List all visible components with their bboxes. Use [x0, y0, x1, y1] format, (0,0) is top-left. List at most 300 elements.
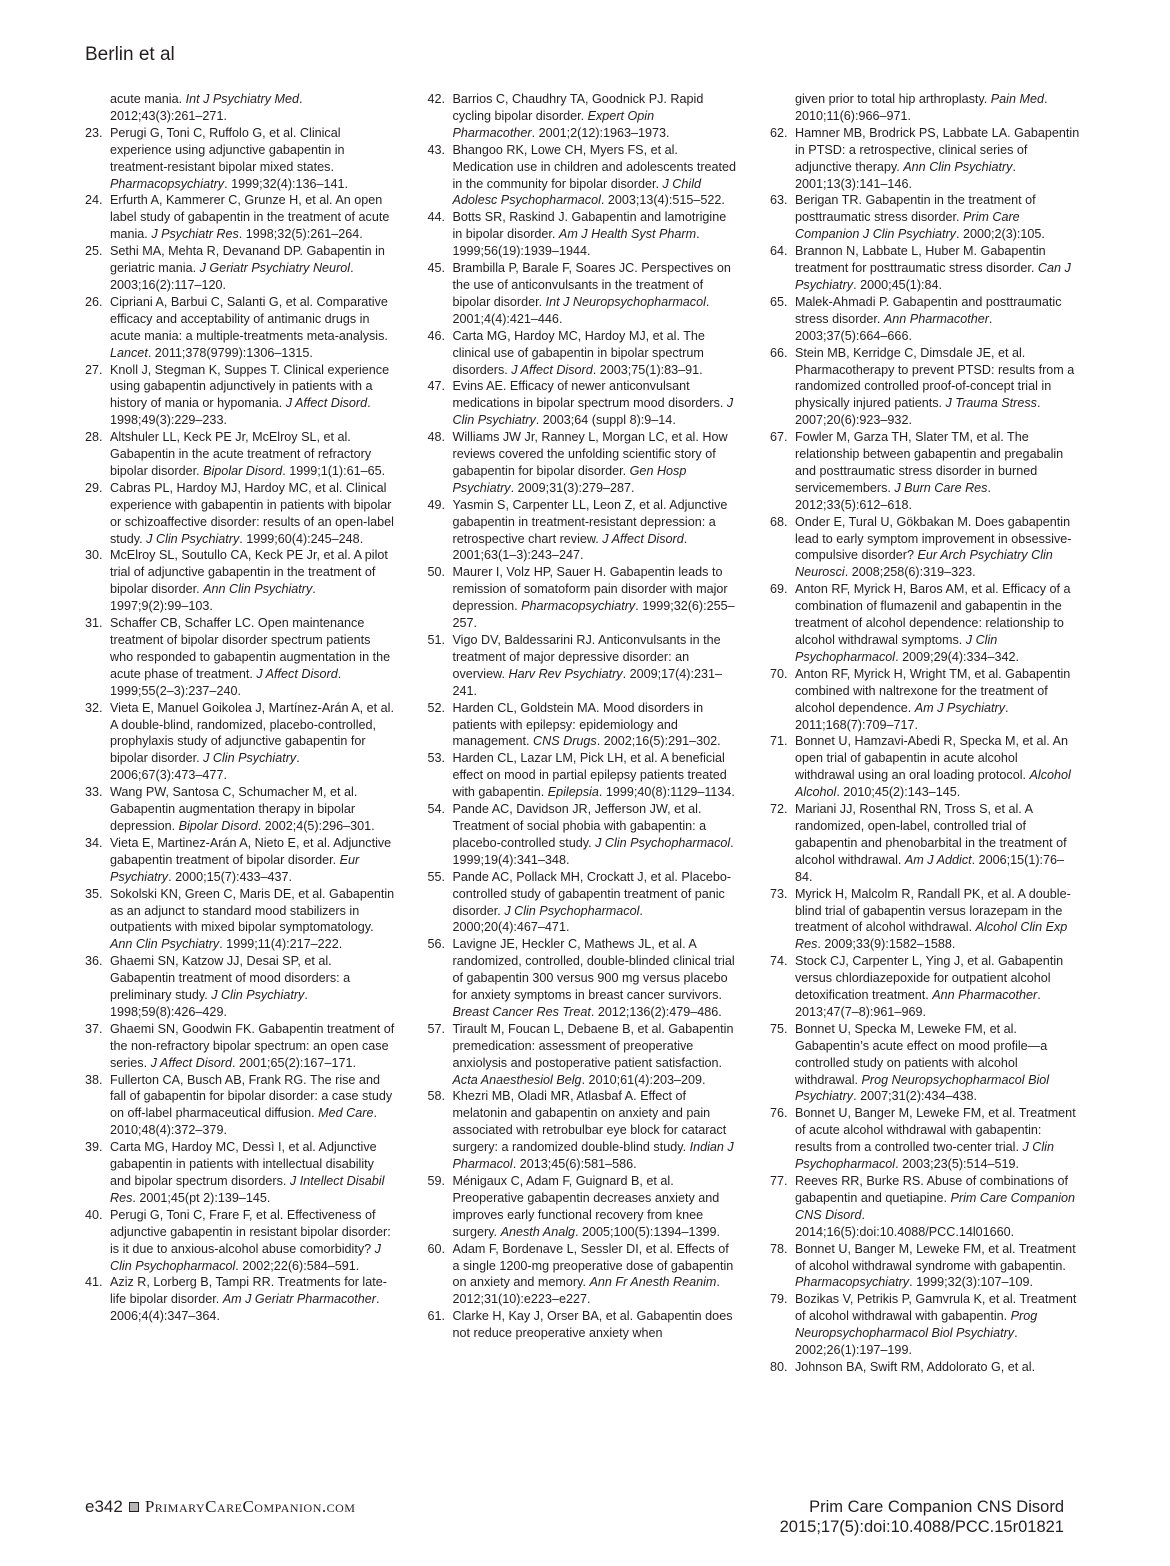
reference-text: Anton RF, Myrick H, Wright TM, et al. Gabapentin combined with naltrexone for the treatment of alcohol dependence.	[795, 666, 1071, 715]
reference-number: 43.	[427, 142, 446, 157]
reference-citation-details: . 1999;56(19):1939–1944.	[452, 227, 700, 259]
reference-text: Bonnet U, Banger M, Leweke FM, et al. Treatment of acute alcohol withdrawal with gabapentin: results from a controlled two-center trial.	[795, 1106, 1076, 1155]
journal-title: Ann Clin Psychiatry	[110, 937, 220, 952]
reference-citation-details: . 2003;75(1):83–91.	[592, 362, 703, 377]
reference-item	[85, 243, 395, 294]
reference-item	[428, 142, 738, 210]
journal-title: Prim Care Companion J Clin Psychiatry	[795, 210, 1020, 242]
reference-number: 80.	[770, 1359, 788, 1374]
reference-text: Perugi G, Toni C, Ruffolo G, et al. Clinical experience using adjunctive gabapentin in treatment-resistant bipolar mixed states.	[110, 125, 345, 174]
reference-item	[428, 209, 738, 260]
reference-text: Vieta E, Martinez-Arán A, Nieto E, et al. Adjunctive gabapentin treatment of bipolar disorder.	[110, 835, 392, 867]
reference-item	[770, 1173, 1080, 1241]
reference-text: Ghaemi SN, Katzow JJ, Desai SP, et al. Gabapentin treatment of mood disorders: a preliminary study.	[110, 954, 351, 1003]
reference-citation-details: . 2001;65(2):167–171.	[232, 1055, 356, 1070]
reference-text: Wang PW, Santosa C, Schumacher M, et al. Gabapentin augmentation therapy in bipolar depression.	[110, 785, 358, 833]
reference-number: 48.	[427, 430, 446, 445]
reference-text: Yasmin S, Carpenter LL, Leon Z, et al. Adjunctive gabapentin in treatment-resistant depression: a retrospective chart review.	[452, 497, 728, 546]
reference-citation-details: . 1999;32(3):107–109.	[909, 1275, 1034, 1290]
journal-title: J Clin Psychopharmacol	[504, 903, 640, 918]
reference-number: 51.	[427, 633, 446, 647]
reference-item	[428, 497, 738, 565]
reference-text: Brannon N, Labbate L, Huber M. Gabapentin treatment for posttraumatic stress disorder.	[795, 244, 1046, 276]
reference-item	[770, 243, 1080, 294]
reference-citation-details: . 2003;23(5):514–519.	[895, 1157, 1020, 1172]
reference-item	[770, 581, 1080, 666]
journal-title: Breast Cancer Res Treat	[452, 1004, 591, 1019]
reference-item	[770, 294, 1080, 345]
reference-citation-details: . 1998;59(8):426–429.	[110, 988, 308, 1019]
reference-item	[770, 1359, 1080, 1376]
reference-item	[428, 750, 738, 801]
reference-number: 24.	[85, 193, 103, 208]
reference-text: Cabras PL, Hardoy MJ, Hardoy MC, et al. Clinical experience with gabapentin in patients with bipolar or schizoaffective disorder: results of an open-label study.	[110, 480, 394, 546]
reference-citation-details: . 1999;40(8):1129–1134.	[598, 785, 735, 800]
reference-item	[428, 700, 738, 751]
reference-citation-details: . 2006;15(1):76–84.	[795, 852, 1065, 884]
reference-text: Fullerton CA, Busch AB, Frank RG. The rise and fall of gabapentin for bipolar disorder: a case study on off-label pharmaceutical diffusion.	[110, 1072, 393, 1121]
reference-number: 36.	[85, 954, 103, 969]
reference-item	[85, 125, 395, 193]
journal-title: Eur Arch Psychiatry Clin Neurosci	[795, 548, 1053, 580]
journal-title: J Psychiatr Res	[151, 227, 239, 242]
reference-number: 47.	[427, 379, 446, 394]
reference-item	[770, 1021, 1080, 1106]
reference-text: Erfurth A, Kammerer C, Grunze H, et al. An open label study of gabapentin in the treatment of acute mania.	[110, 193, 390, 242]
reference-citation-details: . 2009;33(9):1582–1588.	[817, 937, 956, 952]
reference-item	[428, 1088, 738, 1173]
reference-number: 23.	[85, 125, 103, 140]
reference-text: Mariani JJ, Rosenthal RN, Tross S, et al. A randomized, open-label, controlled trial of gabapentin and phenobarbital in the treatment of alcohol withdrawal.	[795, 802, 1067, 867]
reference-number: 75.	[770, 1021, 788, 1036]
reference-item	[428, 632, 738, 700]
reference-item	[428, 869, 738, 937]
journal-title: Acta Anaesthesiol Belg	[452, 1072, 582, 1087]
reference-citation-details: . 1999;11(4):217–222.	[219, 937, 343, 952]
footer-left	[85, 1497, 355, 1517]
reference-text: Bonnet U, Banger M, Leweke FM, et al. Treatment of alcohol withdrawal syndrome with gabapentin.	[795, 1241, 1076, 1273]
reference-item	[85, 953, 395, 1021]
journal-title: J Affect Disord	[150, 1055, 233, 1070]
reference-number: 31.	[85, 616, 103, 631]
reference-citation-details: . 2010;61(4):203–209.	[581, 1072, 706, 1087]
reference-text: Adam F, Bordenave L, Sessler DI, et al. Effects of a single 1200-mg preoperative dose of gabapentin on anxiety and memory.	[452, 1241, 734, 1290]
reference-citation-details: . 2000;45(1):84.	[853, 277, 943, 292]
reference-number: 35.	[85, 886, 103, 901]
reference-item	[770, 886, 1080, 954]
journal-title: Ann Pharmacother	[883, 311, 989, 326]
reference-text: Schaffer CB, Schaffer LC. Open maintenance treatment of bipolar disorder spectrum patients who responded to gabapentin augmentation in the acute phase of treatment.	[110, 616, 391, 681]
reference-text: Knoll J, Stegman K, Suppes T. Clinical experience using gabapentin adjunctively in patients with a history of mania or hypomania.	[110, 362, 390, 411]
journal-title: J Clin Psychiatry	[203, 751, 297, 766]
reference-text: Aziz R, Lorberg B, Tampi RR. Treatments for late-life bipolar disorder.	[110, 1275, 387, 1307]
reference-citation-details: . 2008;258(6):319–323.	[844, 565, 976, 580]
reference-number: 50.	[427, 565, 446, 580]
reference-citation-details: . 2002;26(1):197–199.	[795, 1326, 1018, 1358]
reference-item	[85, 1021, 395, 1072]
journal-title: J Affect Disord	[285, 396, 368, 411]
reference-text: Bonnet U, Specka M, Leweke FM, et al. Gabapentin’s acute effect on mood profile—a controlled study on patients with alcohol withdrawal.	[795, 1021, 1048, 1087]
reference-text: Vigo DV, Baldessarini RJ. Anticonvulsants in the treatment of major depressive disorder: an overview.	[452, 633, 721, 681]
reference-item	[85, 700, 395, 785]
reference-citation-details: . 2006;4(4):347–364.	[110, 1292, 380, 1324]
reference-columns	[85, 91, 1080, 1461]
reference-number: 28.	[85, 430, 103, 445]
journal-title: Expert Opin Pharmacother	[452, 108, 655, 140]
journal-title: J Clin Psychiatry	[146, 531, 240, 546]
reference-citation-details: . 2013;45(6):581–586.	[512, 1157, 637, 1172]
reference-text: Ménigaux C, Adam F, Guignard B, et al. Preoperative gabapentin decreases anxiety and improves early functional recovery from knee surgery.	[452, 1174, 720, 1239]
journal-title: Bipolar Disord	[203, 463, 283, 478]
reference-number: 79.	[770, 1292, 788, 1307]
journal-title: J Clin Psychopharmacol	[795, 1140, 1054, 1172]
reference-text: Khezri MB, Oladi MR, Atlasbaf A. Effect of melatonin and gabapentin on anxiety and pain associated with retrobulbar eye block for cataract surgery: a randomized double-blind study.	[452, 1089, 727, 1155]
journal-title: J Intellect Disabil Res	[110, 1174, 385, 1205]
reference-item	[428, 91, 738, 142]
reference-text: Onder E, Tural U, Gökbakan M. Does gabapentin lead to early symptom improvement in obsessive-compulsive disorder?	[795, 514, 1072, 563]
page-number: e342	[85, 1497, 123, 1516]
reference-number: 59.	[427, 1174, 446, 1188]
journal-title: Anesth Analg	[500, 1224, 576, 1239]
reference-text: Stein MB, Kerridge C, Dimsdale JE, et al. Pharmacotherapy to prevent PTSD: results from a randomized controlled proof-of-concept trial in physically injured patients.	[795, 345, 1075, 411]
reference-number: 52.	[427, 700, 446, 715]
reference-number: 26.	[85, 294, 103, 309]
reference-item	[428, 1173, 738, 1241]
journal-title: Ann Clin Psychiatry	[203, 582, 313, 597]
journal-title: Indian J Pharmacol	[452, 1140, 734, 1172]
reference-text: Brambilla P, Barale F, Soares JC. Perspectives on the use of anticonvulsants in the treatment of bipolar disorder.	[452, 261, 731, 309]
journal-title: Am J Geriatr Pharmacother	[222, 1292, 376, 1307]
reference-number: 62.	[770, 125, 788, 140]
journal-title: Am J Health Syst Pharm	[558, 227, 697, 242]
reference-citation-details: . 1999;55(2–3):237–240.	[110, 666, 342, 698]
reference-text: Cipriani A, Barbui C, Salanti G, et al. Comparative efficacy and acceptability of antimanic drugs in acute mania: a multiple-treatments meta-analysis.	[110, 294, 388, 343]
reference-item	[428, 564, 738, 632]
reference-text: Clarke H, Kay J, Orser BA, et al. Gabapentin does not reduce preoperative anxiety when	[452, 1309, 733, 1341]
reference-text: Perugi G, Toni C, Frare F, et al. Effectiveness of adjunctive gabapentin in resistant bipolar disorder: is it due to anxious-alcohol abuse comorbidity?	[110, 1207, 391, 1256]
reference-citation-details: . 2003;37(5):664–666.	[795, 311, 993, 343]
reference-column-1	[85, 91, 395, 1461]
reference-text: Bhangoo RK, Lowe CH, Myers FS, et al. Medication use in children and adolescents treated in the community for bipolar disorder.	[452, 142, 737, 191]
journal-title: J Affect Disord	[602, 531, 684, 546]
square-bullet-icon	[129, 1502, 139, 1512]
reference-citation-details: . 2002;4(5):296–301.	[257, 818, 375, 833]
reference-text: Sokolski KN, Green C, Maris DE, et al. Gabapentin as an adjunct to standard mood stabilizers in outpatients with mixed bipolar symptomatology.	[110, 886, 395, 935]
journal-title: Int J Neuropsychopharmacol	[545, 294, 706, 309]
reference-citation-details: . 2006;67(3):473–477.	[110, 751, 300, 783]
reference-citation-details: . 1998;32(5):261–264.	[238, 227, 363, 242]
reference-number: 34.	[85, 835, 103, 850]
reference-number: 32.	[85, 700, 103, 715]
reference-citation-details: . 2001;2(12):1963–1973.	[531, 125, 670, 140]
reference-number: 74.	[770, 954, 788, 969]
reference-text: Evins AE. Efficacy of newer anticonvulsant medications in bipolar spectrum mood disorders.	[452, 379, 727, 411]
reference-item	[85, 547, 395, 615]
reference-text: Harden CL, Lazar LM, Pick LH, et al. A beneficial effect on mood in partial epilepsy patients treated with gabapentin.	[452, 751, 727, 800]
reference-citation-details: . 2000;20(4):467–471.	[452, 903, 643, 935]
reference-text: Johnson BA, Swift RM, Addolorato G, et al.	[795, 1359, 1036, 1374]
journal-title: J Clin Psychiatry	[211, 988, 305, 1003]
reference-citation-details: . 2003;16(2):117–120.	[110, 261, 354, 292]
reference-item	[770, 953, 1080, 1021]
journal-title: Am J Psychiatry	[914, 700, 1006, 715]
reference-item	[770, 514, 1080, 582]
reference-number: 39.	[85, 1140, 103, 1155]
reference-item	[428, 328, 738, 379]
reference-text: Bonnet U, Hamzavi-Abedi R, Specka M, et al. An open trial of gabapentin in acute alcohol withdrawal using an oral loading protocol.	[795, 734, 1068, 783]
reference-number: 61.	[427, 1309, 446, 1324]
reference-citation-details: . 1999;32(6):255–257.	[452, 599, 735, 631]
reference-number: 76.	[770, 1106, 788, 1121]
journal-title: J Affect Disord	[256, 666, 338, 681]
reference-text: Tirault M, Foucan L, Debaene B, et al. Gabapentin premedication: assessment of preoperative anxiolysis and postoperative patient satisfaction.	[452, 1021, 734, 1070]
reference-text: Vieta E, Manuel Goikolea J, Martínez-Arán A, et al. A double-blind, randomized, placebo-controlled, prophylaxis study of adjunctive gabapentin for bipolar disorder.	[110, 700, 394, 766]
journal-title: CNS Drugs	[533, 734, 597, 749]
journal-title: Pharmacopsychiatry	[110, 176, 225, 191]
reference-text: Sethi MA, Mehta R, Devanand DP. Gabapentin in geriatric mania.	[110, 244, 385, 276]
reference-text: McElroy SL, Soutullo CA, Keck PE Jr, et al. A pilot trial of adjunctive gabapentin in the treatment of bipolar disorder.	[110, 548, 388, 597]
journal-title: Alcohol Clin Exp Res	[795, 920, 1068, 952]
reference-citation-details: . 2001;45(pt 2):139–145.	[132, 1190, 271, 1205]
reference-item	[770, 733, 1080, 801]
journal-title: Int J Psychiatry Med	[185, 92, 299, 106]
journal-doi: 2015;17(5):doi:10.4088/PCC.15r01821	[779, 1518, 1064, 1536]
reference-citation-details: . 2001;13(3):141–146.	[795, 159, 1016, 191]
reference-number: 54.	[427, 802, 446, 817]
reference-number: 69.	[770, 582, 788, 597]
reference-number: 78.	[770, 1241, 788, 1256]
reference-item	[85, 1274, 395, 1325]
reference-item	[85, 294, 395, 362]
reference-citation-details: . 2012;31(10):e223–e227.	[452, 1275, 720, 1307]
reference-item	[85, 1207, 395, 1275]
reference-number: 64.	[770, 244, 788, 259]
reference-citation-details: . 2014;16(5):doi:10.4088/PCC.14l01660.	[795, 1207, 1015, 1239]
reference-item	[85, 1139, 395, 1207]
reference-text: Reeves RR, Burke RS. Abuse of combinations of gabapentin and quetiapine.	[795, 1174, 1068, 1205]
reference-column-2	[428, 91, 738, 1461]
journal-title: J Clin Psychopharmacol	[595, 835, 731, 850]
reference-item	[85, 362, 395, 430]
reference-citation-details: . 1999;32(4):136–141.	[224, 176, 349, 191]
reference-item	[770, 429, 1080, 514]
reference-number: 38.	[85, 1072, 103, 1087]
journal-title: Can J Psychiatry	[795, 261, 1071, 292]
reference-text: Botts SR, Raskind J. Gabapentin and lamotrigine in bipolar disorder.	[452, 210, 727, 242]
reference-citation-details: . 2002;22(6):584–591.	[235, 1258, 360, 1273]
reference-citation-details: . 2003;64 (suppl 8):9–14.	[535, 413, 676, 428]
reference-item	[428, 1241, 738, 1309]
reference-number: 33.	[85, 785, 103, 800]
journal-title: J Geriatr Psychiatry Neurol	[199, 261, 351, 276]
reference-citation-details: . 2000;15(7):433–437.	[168, 869, 293, 884]
journal-title: Pharmacopsychiatry	[795, 1275, 910, 1290]
reference-citation-details: . 2009;29(4):334–342.	[895, 649, 1020, 664]
reference-citation-details: . 2005;100(5):1394–1399.	[575, 1224, 720, 1239]
reference-number: 46.	[427, 328, 446, 343]
reference-citation-details: . 1997;9(2):99–103.	[110, 582, 316, 614]
reference-column-3	[770, 91, 1080, 1461]
reference-item	[770, 1105, 1080, 1173]
reference-item	[428, 1308, 738, 1342]
journal-title: Gen Hosp Psychiatry	[452, 463, 687, 495]
reference-citation-details: . 2012;136(2):479–486.	[590, 1004, 722, 1019]
journal-title: Harv Rev Psychiatry	[508, 666, 623, 681]
reference-citation-details: . 1999;1(1):61–65.	[282, 463, 386, 478]
reference-number: 65.	[770, 294, 788, 309]
reference-number: 66.	[770, 345, 788, 360]
reference-number: 30.	[85, 548, 103, 563]
reference-text: Maurer I, Volz HP, Sauer H. Gabapentin leads to remission of somatoform pain disorder with major depression.	[452, 565, 728, 614]
reference-citation-details: . 2009;17(4):231–241.	[452, 666, 723, 698]
journal-title: Alcohol Alcohol	[795, 768, 1071, 800]
reference-item	[428, 378, 738, 429]
journal-title: Am J Addict	[904, 852, 972, 867]
reference-item	[85, 615, 395, 700]
reference-item	[428, 801, 738, 869]
reference-item	[770, 1291, 1080, 1359]
reference-number: 60.	[427, 1241, 446, 1256]
reference-citation-details: . 2012;33(5):612–618.	[795, 480, 991, 512]
running-head: Berlin et al	[85, 44, 175, 65]
reference-text: Berigan TR. Gabapentin in the treatment of posttraumatic stress disorder.	[795, 193, 1036, 225]
reference-number: 68.	[770, 514, 788, 529]
reference-citation-details: . 2003;13(4):515–522.	[600, 193, 725, 208]
reference-citation-details: . 2012;43(3):261–271.	[110, 92, 303, 123]
journal-title: Lancet	[110, 345, 148, 360]
reference-text: Pande AC, Davidson JR, Jefferson JW, et al. Treatment of social phobia with gabapentin: a placebo-controlled study.	[452, 802, 707, 850]
reference-citation-details: . 1998;49(3):229–233.	[110, 396, 371, 428]
reference-text: Malek-Ahmadi P. Gabapentin and posttraumatic stress disorder.	[795, 294, 1062, 326]
reference-item	[85, 91, 395, 125]
reference-item	[85, 480, 395, 548]
journal-title: J Affect Disord	[511, 362, 593, 377]
reference-item	[770, 125, 1080, 193]
journal-title: J Trauma Stress	[945, 396, 1037, 411]
reference-text: Harden CL, Goldstein MA. Mood disorders in patients with epilepsy: epidemiology and management.	[452, 700, 704, 749]
reference-citation-details: . 2010;48(4):372–379.	[110, 1106, 377, 1138]
reference-item	[770, 666, 1080, 734]
reference-item	[85, 886, 395, 954]
reference-number: 55.	[427, 869, 446, 884]
reference-citation-details: . 2010;45(2):143–145.	[836, 785, 961, 800]
journal-title: Bipolar Disord	[178, 818, 258, 833]
reference-text: Barrios C, Chaudhry TA, Goodnick PJ. Rapid cycling bipolar disorder.	[452, 92, 704, 123]
reference-text: given prior to total hip arthroplasty.	[795, 92, 991, 106]
reference-item	[770, 192, 1080, 243]
reference-number: 41.	[85, 1275, 103, 1290]
reference-citation-details: . 2011;378(9799):1306–1315.	[147, 345, 313, 360]
reference-number: 45.	[427, 261, 446, 276]
reference-number: 49.	[427, 497, 446, 512]
reference-number: 25.	[85, 244, 103, 259]
reference-citation-details: . 2007;20(6):923–932.	[795, 396, 1041, 428]
reference-number: 53.	[427, 751, 446, 766]
reference-text: Lavigne JE, Heckler C, Mathews JL, et al. A randomized, controlled, double-blinded clinical trial of gabapentin 300 versus 900 mg versus placebo for anxiety symptoms in breast cancer survivors.	[452, 937, 735, 1003]
journal-title: Ann Clin Psychiatry	[903, 159, 1013, 174]
journal-title: J Child Adolesc Psychopharmacol	[452, 176, 701, 208]
journal-title: Med Care	[318, 1106, 374, 1121]
reference-item	[770, 91, 1080, 125]
reference-item	[85, 1072, 395, 1140]
reference-number: 58.	[427, 1089, 446, 1104]
reference-number: 73.	[770, 886, 788, 901]
journal-title: J Burn Care Res	[894, 480, 988, 495]
reference-number: 71.	[770, 734, 788, 749]
journal-title: Pain Med	[990, 92, 1044, 106]
journal-title: J Clin Psychopharmacol	[795, 633, 998, 664]
reference-text: Carta MG, Hardoy MC, Dessì I, et al. Adjunctive gabapentin in patients with intellectual disability and bipolar spectrum disorders.	[110, 1140, 377, 1188]
reference-text: Hamner MB, Brodrick PS, Labbate LA. Gabapentin in PTSD: a retrospective, clinical series of adjunctive therapy.	[795, 125, 1080, 174]
journal-title: Prog Neuropsychopharmacol Biol Psychiatry	[795, 1309, 1038, 1341]
reference-number: 57.	[427, 1021, 446, 1036]
reference-citation-details: . 1999;19(4):341–348.	[452, 835, 734, 867]
reference-item	[770, 801, 1080, 886]
reference-citation-details: . 2009;31(3):279–287.	[510, 480, 635, 495]
footer-citation	[780, 1497, 1064, 1537]
reference-number: 56.	[427, 937, 446, 952]
reference-number: 72.	[770, 802, 788, 817]
journal-title: Prog Neuropsychopharmacol Biol Psychiatry	[795, 1072, 1050, 1104]
reference-item	[85, 784, 395, 835]
reference-item	[85, 835, 395, 886]
reference-item	[85, 192, 395, 243]
reference-text: Carta MG, Hardoy MC, Hardoy MJ, et al. The clinical use of gabapentin in bipolar spectrum disorders.	[452, 328, 705, 377]
reference-text: Pande AC, Pollack MH, Crockatt J, et al. Placebo-controlled study of gabapentin treatment of panic disorder.	[452, 869, 732, 918]
reference-item	[770, 1241, 1080, 1292]
reference-text: acute mania.	[110, 92, 186, 106]
reference-citation-details: . 2013;47(7–8):961–969.	[795, 988, 1041, 1019]
reference-item	[85, 429, 395, 480]
reference-number: 63.	[770, 193, 788, 208]
reference-citation-details: . 2001;63(1–3):243–247.	[452, 531, 688, 563]
journal-title: Prim Care Companion CNS Disord	[795, 1190, 1076, 1222]
reference-item	[428, 260, 738, 328]
reference-number: 42.	[427, 92, 446, 106]
reference-text: Williams JW Jr, Ranney L, Morgan LC, et al. How reviews covered the unfolding scientific story of gabapentin for bipolar disorder.	[452, 430, 728, 478]
reference-citation-details: . 2010;11(6):966–971.	[795, 92, 1048, 123]
journal-title: Epilepsia	[547, 785, 599, 800]
reference-citation-details: . 2007;31(2):434–438.	[853, 1089, 978, 1104]
reference-text: Anton RF, Myrick H, Baros AM, et al. Efficacy of a combination of flumazenil and gabapentin in the treatment of alcohol dependence: relationship to alcohol withdrawal symptoms.	[795, 582, 1071, 647]
reference-number: 27.	[85, 362, 103, 377]
reference-number: 67.	[770, 430, 788, 445]
journal-title: Ann Pharmacother	[932, 988, 1038, 1003]
reference-item	[770, 345, 1080, 430]
reference-text: Altshuler LL, Keck PE Jr, McElroy SL, et al. Gabapentin in the acute treatment of refractory bipolar disorder.	[110, 430, 372, 478]
journal-title: J Clin Psychiatry	[452, 396, 734, 428]
journal-name: Prim Care Companion CNS Disord	[809, 1498, 1064, 1516]
journal-title: Pharmacopsychiatry	[521, 599, 636, 614]
reference-number: 70.	[770, 666, 788, 681]
reference-text: Ghaemi SN, Goodwin FK. Gabapentin treatment of the non-refractory bipolar spectrum: an open case series.	[110, 1021, 395, 1070]
reference-text: Myrick H, Malcolm R, Randall PK, et al. A double-blind trial of gabapentin versus lorazepam in the treatment of alcohol withdrawal.	[795, 886, 1071, 935]
journal-title: Ann Fr Anesth Reanim	[589, 1275, 717, 1290]
reference-number: 37.	[85, 1021, 103, 1036]
reference-text: Fowler M, Garza TH, Slater TM, et al. The relationship between gabapentin and pregabalin and posttraumatic stress disorder in burned servicemembers.	[795, 430, 1064, 495]
reference-citation-details: . 1999;60(4):245–248.	[239, 531, 364, 546]
reference-number: 40.	[85, 1207, 103, 1222]
reference-citation-details: . 2000;2(3):105.	[955, 227, 1045, 242]
reference-citation-details: . 2011;168(7):709–717.	[795, 700, 1009, 732]
journal-title: Eur Psychiatry	[110, 852, 360, 884]
site-name-link[interactable]: PrimaryCareCompanion.com	[144, 1497, 356, 1516]
journal-title: J Clin Psychopharmacol	[110, 1241, 381, 1273]
reference-number: 44.	[427, 210, 446, 225]
reference-number: 29.	[85, 480, 103, 495]
reference-item	[428, 936, 738, 1021]
reference-item	[428, 1021, 738, 1089]
